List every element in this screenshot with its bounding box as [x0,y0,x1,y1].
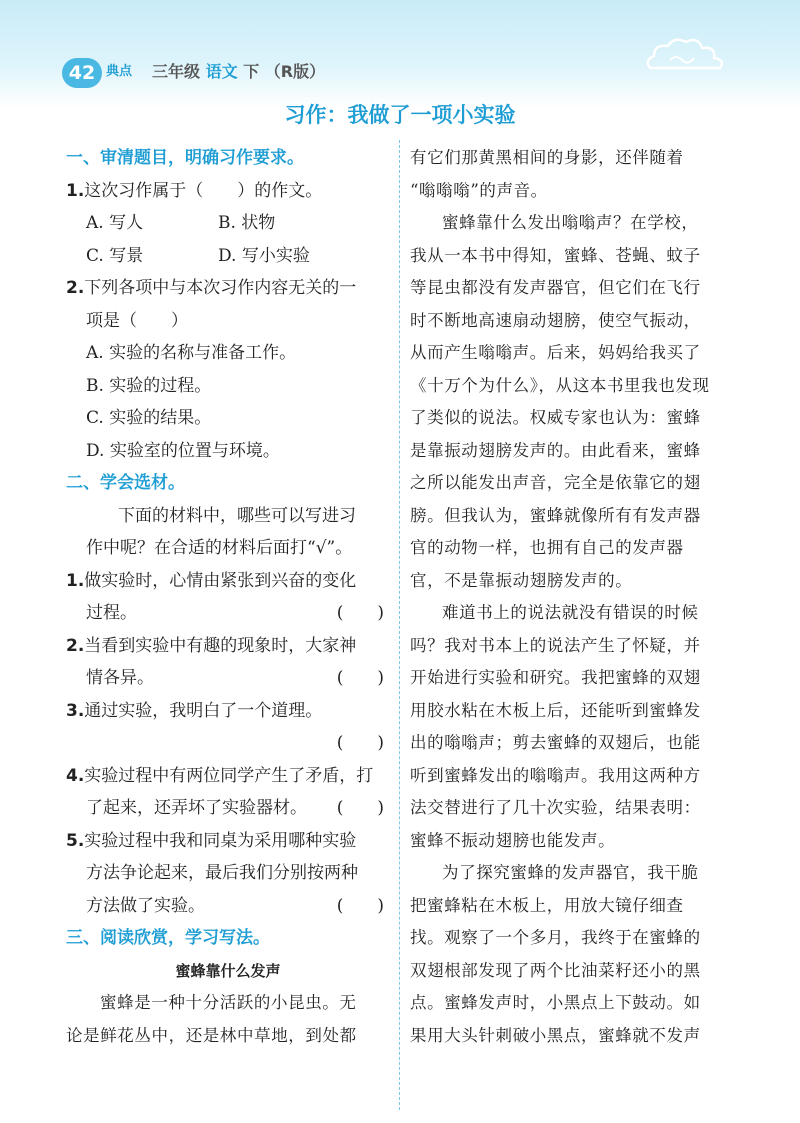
question-1-options-ab [66,207,390,240]
story-text-line: 时不断地高速扇动翅膀，使空气振动， [410,310,701,330]
material-text: 做实验时，心情由紧张到兴奋的变化 [84,570,357,591]
option-c: C. 写景 [86,245,144,266]
story-text-line: 点。蜜蜂发声时，小黑点上下鼓动。如 [410,993,701,1012]
answer-blank[interactable]: ( ) [336,603,384,623]
right-column [410,142,730,1052]
story-title: 蜜蜂靠什么发声 [175,961,281,980]
story-text-line: 把蜜蜂粘在木板上，用放大镜仔细查 [410,895,684,915]
material-text: 过程。 [86,603,137,623]
material-text: 通过实验，我明白了一个道理。 [84,700,323,721]
question-1 [66,175,390,208]
option-d: D. 实验室的位置与环境。 [86,440,280,461]
instruction-line-2: 作中呢？在合适的材料后面打“√”。 [86,538,353,558]
story-text-line: 法交替进行了几十次实验，结果表明： [410,798,701,817]
material-text: 情各异。 [86,668,154,688]
story-text-line: 我从一本书中得知，蜜蜂、苍蝇、蚊子 [410,245,701,265]
question-number: 2. [66,278,85,298]
material-number: 3. [66,700,85,721]
answer-blank[interactable]: ( ) [336,733,384,753]
option-d: D. 写小实验 [218,245,310,266]
answer-blank[interactable]: ( ) [336,668,384,688]
story-text-line: 果用大头针刺破小黑点，蜜蜂就不发声 [410,1025,701,1045]
option-a: A. 写人 [86,213,144,233]
story-text-line: 官的动物一样，也拥有自己的发声器 [410,538,684,557]
book-info [152,60,325,84]
section-heading-1: 一、审清题目，明确习作要求。 [66,148,304,168]
story-text-line: 用胶水粘在木板上后，还能听到蜜蜂发 [410,700,701,720]
story-text-line: 蜜蜂是一种十分活跃的小昆虫。无 [100,993,357,1012]
edition-label: （R版） [264,62,326,81]
material-3-answer [66,727,390,760]
page-title: 习作：我做了一项小实验 [284,103,516,127]
story-text-line: 蜜蜂不振动翅膀也能发声。 [410,830,616,850]
material-text: 实验过程中有两位同学产生了矛盾，打 [84,765,374,786]
material-text: 当看到实验中有趣的现象时，大家神 [84,635,357,656]
question-2-line-2: 项是（ ） [86,310,188,331]
story-text-line: 从而产生嗡嗡声。后来，妈妈给我买了 [410,343,701,362]
material-number: 4. [66,765,85,786]
section-heading-3: 三、阅读欣赏，学习写法。 [66,928,270,948]
question-text: 这次习作属于（ ）的作文。 [84,180,323,201]
story-text-line: 有它们那黄黑相间的身影，还伴随着 [410,148,684,167]
story-text-line: 吗？我对书本上的说法产生了怀疑，并 [410,635,701,655]
question-number: 1. [66,180,85,201]
column-divider [399,140,400,1110]
story-text-line: 官，不是靠振动翅膀发声的。 [410,570,633,590]
material-1-line-2 [66,597,390,630]
story-text-line: 论是鲜花丛中，还是林中草地，到处都 [66,1025,357,1045]
page-number-badge: 42 [62,58,102,88]
material-1 [66,565,390,598]
left-column [66,142,390,1052]
cloud-icon [640,30,730,80]
story-text-line: 等昆虫都没有发声器官，但它们在飞行 [410,278,701,297]
instruction-line-1: 下面的材料中，哪些可以写进习 [118,505,356,526]
story-text-line: 找。观察了一个多月，我终于在蜜蜂的 [410,928,701,947]
story-text-line: 难道书上的说法就没有错误的时候 [442,603,699,622]
story-text-line: 开始进行实验和研究。我把蜜蜂的双翅 [410,668,701,687]
material-text: 实验过程中我和同桌为采用哪种实验 [84,830,357,851]
material-text: 方法做了实验。 [86,895,205,916]
option-b: B. 状物 [218,213,276,233]
grade-label: 三年级 [152,62,201,81]
material-number: 5. [66,830,85,851]
option-c: C. 实验的结果。 [86,408,212,428]
material-5-line-3 [66,890,390,923]
answer-blank[interactable]: ( ) [336,895,384,916]
story-text-line: 膀。但我认为，蜜蜂就像所有有发声器 [410,505,701,525]
material-text: 了起来，还弄坏了实验器材。 [86,798,307,818]
story-text-line: 了类似的说法。权威专家也认为：蜜蜂 [410,408,701,427]
story-text-line: 《十万个为什么》，从这本书里我也发现 [410,375,710,395]
material-number: 2. [66,635,85,656]
section-heading-2: 二、学会选材。 [66,473,185,493]
story-text-line: 为了探究蜜蜂的发声器官，我干脆 [442,863,699,882]
material-2-line-2 [66,662,390,695]
question-1-options-cd [66,240,390,273]
option-a: A. 实验的名称与准备工作。 [86,343,297,363]
material-5-line-2: 方法争论起来，最后我们分别按两种 [86,863,358,883]
question-2 [66,272,390,305]
material-4 [66,760,390,793]
story-text-line: 双翅根部发现了两个比油菜籽还小的黑 [410,960,701,980]
option-b: B. 实验的过程。 [86,375,212,396]
story-text-line: 出的嗡嗡声；剪去蜜蜂的双翅后，也能 [410,733,701,752]
material-5 [66,825,390,858]
material-3 [66,695,390,728]
question-text: 下列各项中与本次习作内容无关的一 [84,278,357,298]
story-text-line: 之所以能发出声音，完全是依靠它的翅 [410,473,701,492]
term-label: 下 [243,62,260,81]
material-number: 1. [66,570,85,591]
answer-blank[interactable]: ( ) [336,798,384,818]
story-text-line: 蜜蜂靠什么发出嗡嗡声？在学校， [442,213,699,232]
material-2 [66,630,390,663]
material-4-line-2 [66,792,390,825]
story-text-line: 是靠振动翅膀发声的。由此看来，蜜蜂 [410,440,701,460]
story-text-line: “嗡嗡嗡”的声音。 [410,180,548,200]
subject-label: 语文 [205,62,238,81]
story-text-line: 听到蜜蜂发出的嗡嗡声。我用这两种方 [410,765,701,785]
brand-logo: 典点 [106,64,133,79]
